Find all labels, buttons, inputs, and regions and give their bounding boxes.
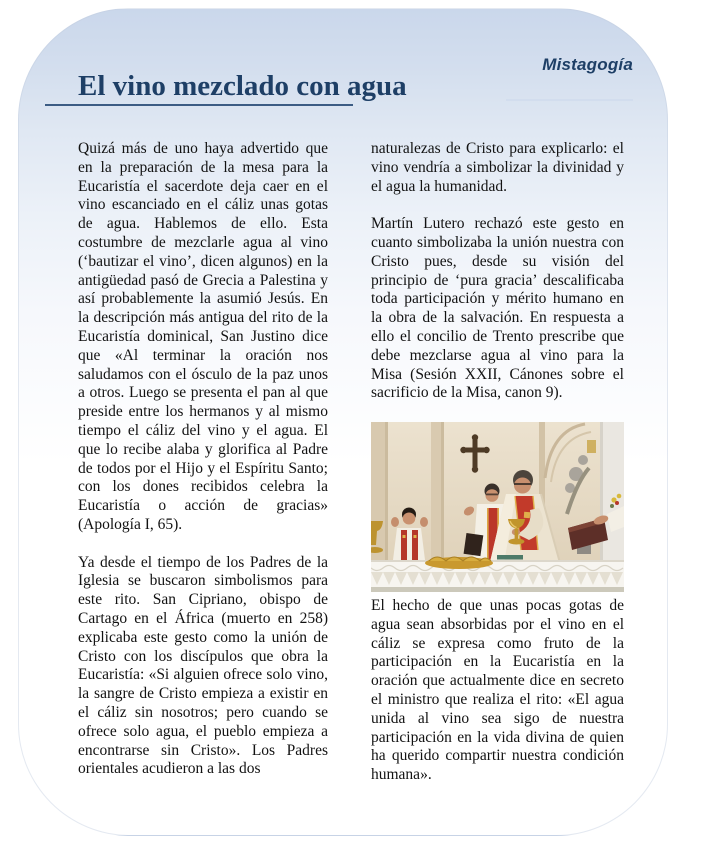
section-label: Mistagogía — [542, 55, 633, 74]
paragraph: El hecho de que unas pocas gotas de agua sean absorbidas por el vino en el cáliz se expresa como fruto de la participación en la Eucaristía en la oración que actualmente dice en secreto el ministro que realiza el rito: «El agua unida al vino sea sigo de nuestra participación en la vida divina de quien ha querido compartir nuestra condición humana». — [371, 596, 624, 784]
section-divider — [506, 99, 633, 101]
altar — [371, 560, 624, 592]
article-column-right — [371, 140, 624, 785]
paragraph: Quizá más de uno haya advertido que en la preparación de la mesa para la Eucaristía el sacerdote deja caer en el vino escanciado en el cáliz unas gotas de agua. Hablemos de ello. Esta costumbre de mezclarle agua al vino (‘bautizar el vino’, dicen algunos) en la antigüedad pasó de Grecia a Palestina y así probablemente la asumió Jesús. En la descripción más antigua del rito de la Eucaristía dominical, San Justino dice que «Al terminar la oración nos saludamos con el ósculo de la paz unos a otros. Luego se presenta el pan al que preside entre los hermanos y al mismo tiempo el cáliz del vino y el agua. El que lo recibe alaba y glorifica al Padre de todos por el Hijo y el Espíritu Santo; con los dones recibidos celebra la Eucaristía o acción de gracias» (Apología I, 65). — [78, 140, 328, 533]
paragraph: Ya desde el tiempo de los Padres de la Iglesia se buscaron simbolismos para este rito. San Cipriano, obispo de Cartago en el África (muerto en 258) explicaba este gesto como la unión de Cristo con los discípulos que obra la Eucaristía: «Si alguien ofrece solo vino, la sangre de Cristo empieza a existir en el cáliz sin nosotros; pero cuando se ofrece solo agua, el pueblo empieza a encontrarse sin Cristo». Los Padres orientales acudieron a las dos — [78, 553, 328, 778]
article-column-left — [78, 140, 328, 779]
page-title: El vino mezclado con agua — [78, 70, 407, 102]
mass-photo — [371, 422, 624, 592]
mass-photo-illustration — [371, 422, 624, 592]
title-underline — [45, 104, 353, 106]
paragraph: Martín Lutero rechazó este gesto en cuanto simbolizaba la unión nuestra con Cristo pues, desde su visión del principio de ‘pura gracia’ descalificaba toda participación y mérito humano en la obra de la salvación. En respuesta a ello el concilio de Trento prescribe que debe mezclarse agua al vino para la Misa (Sesión XXII, Cánones sobre el sacrificio de la Misa, canon 9). — [371, 215, 624, 402]
paragraph: naturalezas de Cristo para explicarlo: el vino vendría a simbolizar la divinidad y el agua la humanidad. — [371, 140, 624, 195]
